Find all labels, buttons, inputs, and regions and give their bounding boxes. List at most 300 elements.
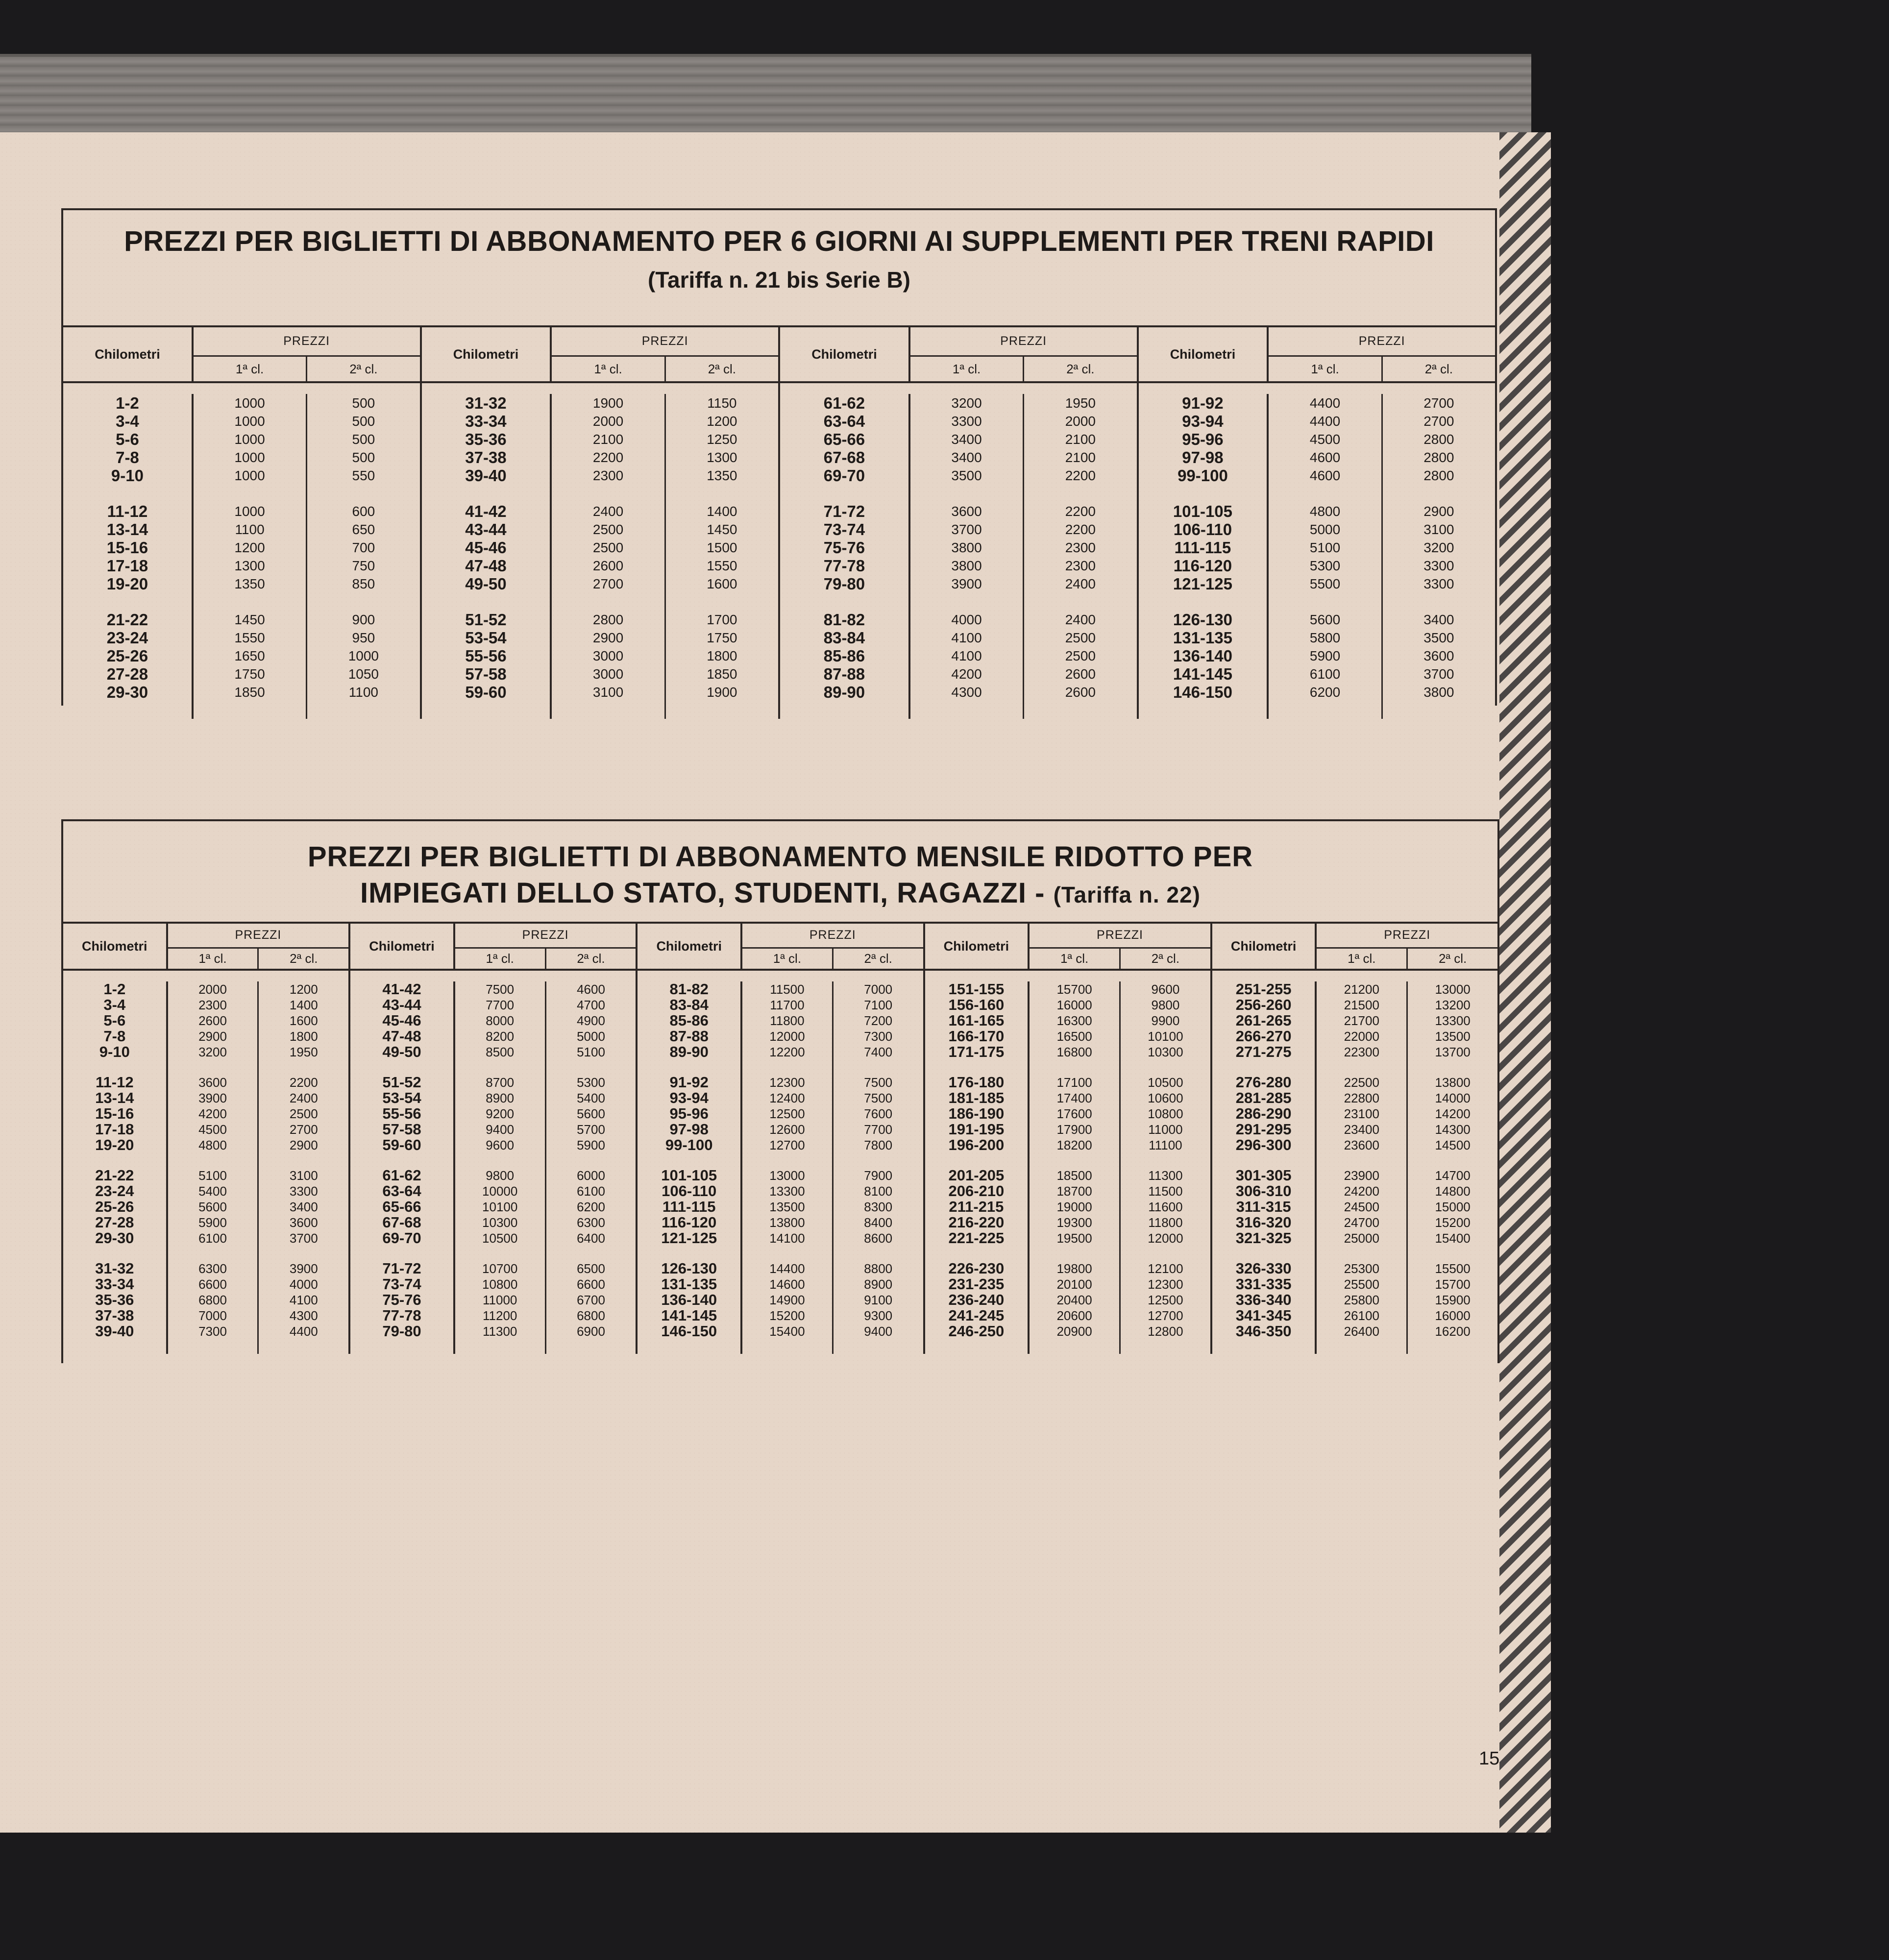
price-first-class: 20900	[1056, 1324, 1092, 1339]
price-first-class: 5400	[198, 1184, 227, 1199]
row-group	[455, 1075, 545, 1153]
price-second-class: 4300	[289, 1308, 318, 1323]
km-range: 57-58	[465, 665, 507, 683]
row-group	[194, 611, 306, 701]
price-second-class: 15700	[1435, 1277, 1471, 1292]
km-range: 65-66	[823, 430, 865, 448]
price-first-class: 11500	[770, 982, 805, 997]
price-second-class: 2500	[1065, 630, 1096, 645]
price-first-class: 1750	[234, 666, 265, 682]
price-second-class: 12800	[1148, 1324, 1183, 1339]
km-range: 31-32	[465, 394, 507, 412]
header-prezzi: PREZZI	[194, 327, 420, 357]
price-second-class: 8900	[864, 1277, 893, 1292]
row-group	[307, 611, 419, 701]
price-second-class: 2000	[1065, 414, 1096, 429]
row-group	[63, 981, 166, 1060]
row-group	[194, 502, 306, 593]
row-group	[638, 981, 740, 1060]
km-range: 51-52	[465, 611, 507, 629]
price-second-class: 9600	[1151, 982, 1180, 997]
price-second-class: 4400	[289, 1324, 318, 1339]
price-first-class: 7700	[486, 998, 515, 1012]
block-header	[63, 327, 420, 383]
price-second-class: 10800	[1148, 1106, 1183, 1121]
price-first-class: 21700	[1344, 1013, 1379, 1028]
price-second-class: 14300	[1435, 1122, 1471, 1137]
price-first-class: 2700	[592, 576, 624, 591]
km-range: 77-78	[823, 557, 865, 575]
price-second-class: 12000	[1148, 1231, 1183, 1246]
price-first-class: 9400	[486, 1122, 515, 1137]
price-first-class: 6300	[198, 1261, 227, 1276]
price-first-class: 3900	[951, 576, 982, 591]
price-first-class: 23400	[1344, 1122, 1379, 1137]
price-first-class: 9800	[486, 1168, 515, 1183]
price-second-class: 5600	[577, 1106, 605, 1121]
price-first-class: 26400	[1344, 1324, 1379, 1339]
column-second-class	[259, 981, 348, 1354]
km-range: 51-52	[382, 1074, 421, 1091]
price-first-class: 11200	[483, 1308, 517, 1323]
price-second-class: 750	[352, 558, 375, 573]
price-first-class: 17900	[1056, 1122, 1092, 1137]
price-first-class: 4800	[1309, 504, 1341, 519]
price-first-class: 2500	[592, 522, 624, 537]
price-second-class: 5900	[577, 1138, 605, 1152]
price-first-class: 16500	[1056, 1029, 1092, 1044]
price-second-class: 4100	[289, 1293, 318, 1307]
price-second-class: 1500	[707, 540, 737, 555]
km-range: 3-4	[103, 996, 126, 1013]
price-first-class: 1000	[234, 504, 265, 519]
row-group	[350, 1168, 453, 1246]
price-first-class: 3800	[951, 558, 982, 573]
header-chilometri: Chilometri	[422, 327, 552, 381]
price-second-class: 1250	[707, 432, 737, 447]
km-range: 181-185	[948, 1089, 1005, 1106]
price-second-class: 3300	[289, 1184, 318, 1199]
price-first-class: 18200	[1056, 1138, 1092, 1152]
price-first-class: 1000	[234, 414, 265, 429]
header-classes	[455, 949, 636, 969]
row-group	[307, 502, 419, 593]
km-range: 37-38	[95, 1307, 134, 1324]
km-range: 29-30	[95, 1229, 134, 1247]
table-monthly-reduced	[61, 819, 1499, 1363]
price-first-class: 4500	[198, 1122, 227, 1137]
price-second-class: 1150	[707, 395, 737, 411]
price-second-class: 7900	[864, 1168, 893, 1183]
price-first-class: 8500	[486, 1045, 515, 1059]
price-first-class: 3400	[951, 432, 982, 447]
header-classes	[742, 949, 923, 969]
price-second-class: 7200	[864, 1013, 893, 1028]
price-second-class: 11800	[1148, 1215, 1183, 1230]
km-range: 17-18	[95, 1121, 134, 1138]
price-second-class: 14000	[1435, 1091, 1471, 1105]
row-group	[1383, 502, 1495, 593]
price-second-class: 15400	[1435, 1231, 1471, 1246]
price-first-class: 2100	[592, 432, 624, 447]
price-first-class: 5900	[1309, 648, 1341, 663]
price-first-class: 2900	[198, 1029, 227, 1044]
km-range: 101-105	[1173, 502, 1232, 520]
price-second-class: 500	[352, 450, 375, 465]
block-header	[1139, 327, 1496, 383]
block-header	[925, 924, 1210, 971]
row-group	[638, 1168, 740, 1246]
price-first-class: 4400	[1309, 414, 1341, 429]
km-range: 47-48	[465, 557, 507, 575]
row-group	[1212, 981, 1315, 1060]
price-first-class: 1850	[234, 685, 265, 700]
row-group	[1024, 502, 1136, 593]
price-second-class: 14500	[1435, 1138, 1471, 1152]
km-range: 151-155	[948, 980, 1005, 998]
price-first-class: 24700	[1344, 1215, 1379, 1230]
row-group	[350, 1075, 453, 1153]
price-first-class: 1100	[235, 522, 265, 537]
km-range: 59-60	[465, 683, 507, 701]
price-first-class: 17400	[1056, 1091, 1092, 1105]
price-second-class: 1050	[348, 666, 379, 682]
km-range: 59-60	[382, 1136, 421, 1153]
price-first-class: 9600	[486, 1138, 515, 1152]
price-first-class: 10700	[482, 1261, 518, 1276]
price-second-class: 7600	[864, 1106, 893, 1121]
price-second-class: 7800	[864, 1138, 893, 1152]
row-group	[168, 1168, 258, 1246]
row-group	[63, 394, 192, 485]
price-second-class: 650	[352, 522, 375, 537]
km-range: 25-26	[95, 1198, 134, 1215]
price-first-class: 24200	[1344, 1184, 1379, 1199]
price-first-class: 13500	[769, 1200, 805, 1214]
row-group	[546, 1261, 636, 1339]
km-range: 9-10	[111, 466, 144, 485]
price-first-class: 3600	[198, 1075, 227, 1090]
km-range: 75-76	[823, 539, 865, 557]
header-first-class: 1ª cl.	[742, 949, 834, 969]
price-first-class: 3100	[592, 685, 624, 700]
km-range: 15-16	[95, 1105, 134, 1122]
price-second-class: 12700	[1148, 1308, 1183, 1323]
price-second-class: 7100	[864, 998, 893, 1012]
price-second-class: 11300	[1148, 1168, 1183, 1183]
price-second-class: 1850	[707, 666, 737, 682]
km-range: 221-225	[948, 1229, 1005, 1247]
row-group	[834, 1168, 923, 1246]
block-body	[350, 971, 636, 1354]
km-range: 57-58	[382, 1121, 421, 1138]
column-km	[925, 981, 1030, 1354]
km-range: 79-80	[823, 575, 865, 593]
price-first-class: 16000	[1056, 998, 1092, 1012]
price-first-class: 3300	[951, 414, 982, 429]
row-group	[1383, 394, 1495, 485]
price-first-class: 10100	[482, 1200, 518, 1214]
header-second-class: 2ª cl.	[349, 361, 378, 376]
km-range: 251-255	[1235, 980, 1292, 998]
row-group	[666, 394, 778, 485]
price-first-class: 5100	[1309, 540, 1341, 555]
row-group	[1269, 611, 1381, 701]
price-second-class: 15000	[1435, 1200, 1471, 1214]
price-second-class: 8300	[864, 1200, 893, 1214]
price-first-class: 8200	[486, 1029, 515, 1044]
km-range: 11-12	[107, 502, 148, 520]
km-range: 131-135	[661, 1275, 717, 1293]
header-prezzi: PREZZI	[552, 327, 778, 357]
price-first-class: 1450	[234, 612, 265, 627]
km-range: 37-38	[465, 448, 507, 466]
price-first-class: 12000	[769, 1029, 805, 1044]
price-first-class: 1000	[234, 395, 265, 411]
table2-title-line1: PREZZI PER BIGLIETTI DI ABBONAMENTO MENSILE RIDOTTO PER	[307, 841, 1253, 873]
row-group	[455, 981, 545, 1060]
header-prezzi: PREZZI	[742, 924, 923, 949]
row-group	[1408, 1075, 1497, 1153]
column-first-class	[1317, 981, 1408, 1354]
price-second-class: 5700	[577, 1122, 605, 1137]
price-second-class: 15500	[1435, 1261, 1471, 1276]
row-group	[552, 502, 664, 593]
price-second-class: 4600	[577, 982, 605, 997]
price-second-class: 12100	[1148, 1261, 1183, 1276]
price-second-class: 3400	[289, 1200, 318, 1214]
column-km	[63, 394, 194, 719]
price-first-class: 22500	[1344, 1075, 1379, 1090]
price-first-class: 16300	[1056, 1013, 1092, 1028]
price-first-class: 4600	[1309, 468, 1341, 483]
price-block	[1139, 327, 1496, 719]
price-second-class: 12300	[1148, 1277, 1183, 1292]
km-range: 89-90	[823, 683, 865, 701]
km-range: 41-42	[382, 980, 421, 998]
row-group	[780, 611, 908, 701]
price-first-class: 1000	[234, 432, 265, 447]
row-group	[638, 1075, 740, 1153]
row-group	[666, 611, 778, 701]
price-second-class: 1550	[707, 558, 737, 573]
price-block	[1212, 924, 1497, 1354]
price-first-class: 5000	[1309, 522, 1341, 537]
km-range: 286-290	[1235, 1105, 1292, 1122]
price-first-class: 24500	[1344, 1200, 1379, 1214]
price-block	[63, 924, 350, 1354]
price-second-class: 2200	[1065, 468, 1096, 483]
price-second-class: 5300	[577, 1075, 605, 1090]
header-chilometri: Chilometri	[63, 924, 168, 969]
km-range: 75-76	[382, 1291, 421, 1308]
price-block	[925, 924, 1212, 1354]
price-second-class: 10600	[1148, 1091, 1183, 1105]
column-first-class	[552, 394, 665, 719]
price-first-class: 12600	[769, 1122, 805, 1137]
price-first-class: 14400	[769, 1261, 805, 1276]
table2-title-area	[63, 821, 1497, 922]
price-first-class: 3400	[951, 450, 982, 465]
km-range: 121-125	[1173, 575, 1232, 593]
km-range: 3-4	[116, 412, 139, 430]
price-first-class: 7000	[198, 1308, 227, 1323]
price-second-class: 9400	[864, 1324, 893, 1339]
price-first-class: 22800	[1344, 1091, 1379, 1105]
row-group	[834, 981, 923, 1060]
page-edge-stripe	[1499, 132, 1551, 1833]
price-first-class: 19000	[1056, 1200, 1092, 1214]
km-range: 95-96	[669, 1105, 709, 1122]
price-second-class: 5400	[577, 1091, 605, 1105]
price-second-class: 500	[352, 432, 375, 447]
km-range: 23-24	[106, 629, 148, 647]
row-group	[1317, 981, 1406, 1060]
row-group	[1024, 394, 1136, 485]
price-first-class: 4800	[198, 1138, 227, 1152]
price-first-class: 1350	[234, 576, 265, 591]
km-range: 27-28	[106, 665, 148, 683]
price-second-class: 9900	[1151, 1013, 1180, 1028]
price-first-class: 2300	[592, 468, 624, 483]
price-first-class: 5100	[198, 1168, 227, 1183]
price-second-class: 1400	[289, 998, 318, 1012]
price-second-class: 2700	[1423, 395, 1454, 411]
price-second-class: 3300	[1423, 558, 1454, 573]
price-second-class: 10300	[1148, 1045, 1183, 1059]
price-second-class: 13000	[1435, 982, 1471, 997]
header-second-class: 2ª cl.	[577, 951, 605, 966]
price-second-class: 6600	[577, 1277, 605, 1292]
km-range: 281-285	[1235, 1089, 1292, 1106]
header-first-class: 1ª cl.	[552, 357, 665, 381]
row-group	[552, 394, 664, 485]
price-second-class: 8100	[864, 1184, 893, 1199]
price-first-class: 8900	[486, 1091, 515, 1105]
km-range: 211-215	[949, 1198, 1004, 1215]
price-second-class: 14800	[1435, 1184, 1471, 1199]
km-range: 49-50	[465, 575, 507, 593]
km-range: 63-64	[823, 412, 865, 430]
price-first-class: 12500	[769, 1106, 805, 1121]
price-first-class: 10800	[482, 1277, 518, 1292]
table2-grid	[63, 922, 1497, 1354]
km-range: 166-170	[948, 1028, 1005, 1045]
km-range: 71-72	[823, 502, 865, 520]
price-second-class: 6400	[577, 1231, 605, 1246]
column-km	[780, 394, 910, 719]
column-km	[1139, 394, 1269, 719]
price-first-class: 4100	[951, 648, 982, 663]
km-range: 331-335	[1235, 1275, 1292, 1293]
price-second-class: 1800	[289, 1029, 318, 1044]
km-range: 47-48	[382, 1028, 421, 1045]
row-group	[1269, 394, 1381, 485]
price-first-class: 10300	[482, 1215, 518, 1230]
price-first-class: 3700	[951, 522, 982, 537]
price-first-class: 25000	[1344, 1231, 1379, 1246]
price-second-class: 1750	[707, 630, 737, 645]
row-group	[1212, 1168, 1315, 1246]
km-range: 55-56	[465, 647, 507, 665]
column-first-class	[910, 394, 1024, 719]
row-group	[422, 502, 550, 593]
km-range: 126-130	[1173, 611, 1232, 629]
price-second-class: 3500	[1423, 630, 1454, 645]
km-range: 93-94	[669, 1089, 709, 1106]
price-first-class: 2500	[592, 540, 624, 555]
header-first-class: 1ª cl.	[455, 949, 546, 969]
price-first-class: 2000	[592, 414, 624, 429]
price-second-class: 10100	[1148, 1029, 1183, 1044]
price-first-class: 14100	[769, 1231, 805, 1246]
block-header	[422, 327, 779, 383]
km-range: 111-115	[662, 1198, 716, 1215]
price-second-class: 8800	[864, 1261, 893, 1276]
block-header	[350, 924, 636, 971]
block-body	[925, 971, 1210, 1354]
price-first-class: 3000	[592, 648, 624, 663]
price-first-class: 23900	[1344, 1168, 1379, 1183]
price-second-class: 2200	[1065, 504, 1096, 519]
price-block	[780, 327, 1139, 719]
km-range: 21-22	[95, 1167, 134, 1184]
price-second-class: 7000	[864, 982, 893, 997]
table1-title-area	[63, 210, 1495, 325]
header-prezzi: PREZZI	[1317, 924, 1497, 949]
price-first-class: 1200	[234, 540, 265, 555]
header-chilometri: Chilometri	[925, 924, 1030, 969]
price-first-class: 4200	[198, 1106, 227, 1121]
row-group	[552, 611, 664, 701]
price-first-class: 2400	[592, 504, 624, 519]
price-second-class: 11500	[1148, 1184, 1183, 1199]
header-prezzi: PREZZI	[455, 924, 636, 949]
column-first-class	[1269, 394, 1382, 719]
price-first-class: 4000	[951, 612, 982, 627]
row-group	[1317, 1168, 1406, 1246]
price-second-class: 12500	[1148, 1293, 1183, 1307]
price-second-class: 6800	[577, 1308, 605, 1323]
price-second-class: 1400	[707, 504, 737, 519]
price-first-class: 25500	[1344, 1277, 1379, 1292]
row-group	[194, 394, 306, 485]
price-second-class: 11600	[1148, 1200, 1183, 1214]
price-second-class: 2200	[1065, 522, 1096, 537]
km-range: 341-345	[1235, 1307, 1292, 1324]
km-range: 121-125	[661, 1229, 717, 1247]
price-second-class: 500	[352, 414, 375, 429]
price-second-class: 1700	[707, 612, 737, 627]
price-second-class: 13300	[1435, 1013, 1471, 1028]
km-range: 246-250	[948, 1323, 1005, 1340]
header-prezzi-group	[1030, 924, 1210, 969]
price-first-class: 6100	[198, 1231, 227, 1246]
row-group	[259, 1261, 348, 1339]
price-second-class: 2100	[1065, 450, 1096, 465]
row-group	[168, 1261, 258, 1339]
price-first-class: 6100	[1309, 666, 1341, 682]
price-first-class: 12700	[769, 1138, 805, 1152]
row-group	[1139, 394, 1267, 485]
price-first-class: 1000	[234, 468, 265, 483]
price-first-class: 11300	[483, 1324, 517, 1339]
km-range: 69-70	[823, 466, 865, 485]
column-first-class	[1030, 981, 1121, 1354]
price-first-class: 19500	[1056, 1231, 1092, 1246]
price-first-class: 15700	[1056, 982, 1092, 997]
km-range: 93-94	[1182, 412, 1224, 430]
